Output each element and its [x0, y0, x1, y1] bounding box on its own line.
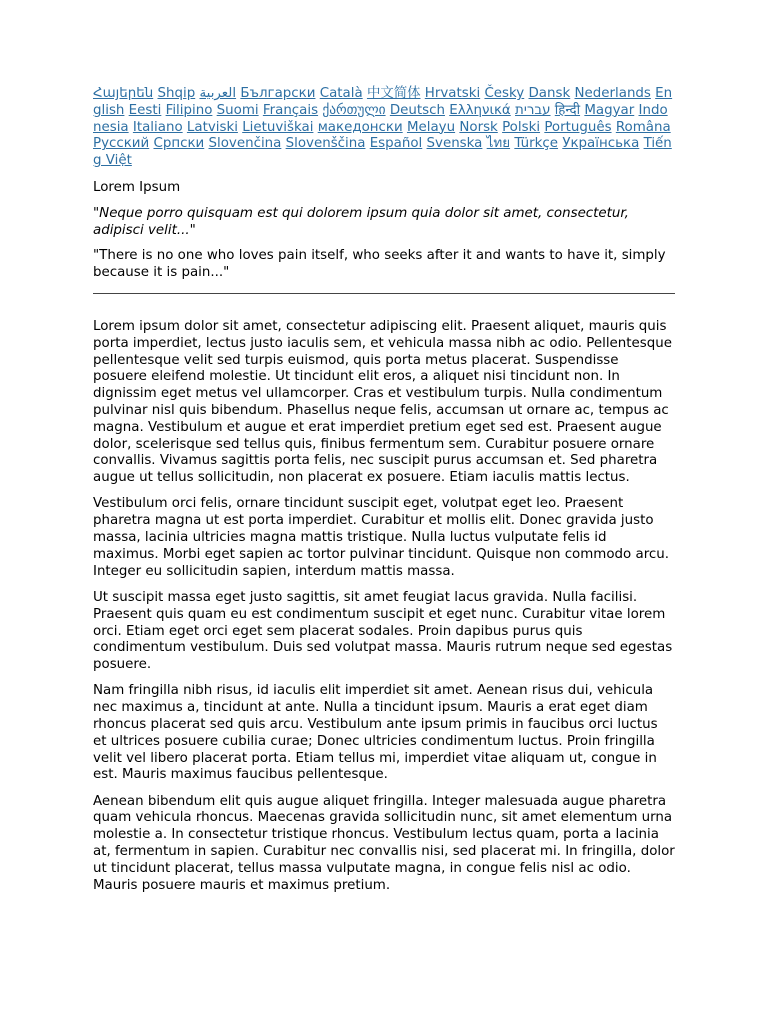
language-link[interactable]: Filipino [165, 102, 213, 118]
language-link[interactable]: Melayu [406, 119, 456, 135]
language-link[interactable]: Česky [484, 86, 525, 101]
language-link[interactable]: Català [319, 86, 363, 101]
paragraph: Lorem ipsum dolor sit amet, consectetur adipiscing elit. Praesent aliquet, mauris quis porta imperdiet, lectus justo iaculis sem, et vehicula massa nibh ac odio. Pellentesque pellentesque velit sed turpis euismod, quis porta metus placerat. Suspendisse posuere eleifend molestie. Ut tincidunt elit eros, a aliquet nisi tincidunt non. In dignissim eget metus vel ullamcorper. Cras et vestibulum turpis. Nulla condimentum pulvinar nisl quis bibendum. Phasellus neque felis, accumsan ut ornare ac, tempus ac magna. Vestibulum et augue et erat imperdiet pretium eget sed est. Praesent augue dolor, scelerisque sed tellus quis, finibus fermentum sem. Curabitur posuere ornare convallis. Vivamus sagittis porta felis, nec suscipit purus accumsan et. Sed pharetra augue ut tellus sollicitudin, non placerat ex posuere. Etiam iaculis mattis lectus. [93, 318, 672, 486]
language-link[interactable]: العربية [199, 86, 237, 101]
language-link[interactable]: Български [240, 86, 316, 101]
language-link[interactable]: English [93, 86, 673, 118]
paragraph: Ut suscipit massa eget justo sagittis, sit amet feugiat lacus gravida. Nulla facilisi. Praesent quis quam eu est condimentum suscipit et eget nunc. Curabitur vitae lorem orci. Etiam eget orci eget sem placerat sodales. Proin dapibus purus quis condimentum vestibulum. Duis sed volutpat massa. Mauris rutrum neque sed egestas posuere. [93, 589, 673, 673]
language-link[interactable]: Hrvatski [424, 86, 481, 101]
paragraph: Vestibulum orci felis, ornare tincidunt suscipit eget, volutpat eget leo. Praesent pharetra magna ut est porta imperdiet. Curabitur et mollis elit. Donec gravida justo massa, lacinia ultricies magna mattis tristique. Nulla luctus vulputate felis id maximus. Morbi eget sapien ac tortor pulvinar tincidunt. Quisque non commodo arcu. Integer eu sollicitudin sapien, interdum mattis massa. [93, 496, 670, 579]
lorem-paragraphs [93, 319, 675, 895]
language-link[interactable]: Slovenščina [285, 136, 366, 152]
divider [93, 293, 675, 294]
language-link[interactable]: 中文简体 [366, 86, 421, 101]
language-link[interactable]: Pусский [93, 136, 150, 152]
language-link[interactable]: Shqip [157, 86, 196, 101]
latin-quote-text: Neque porro quisquam est qui dolorem ipsum quia dolor sit amet, consectetur, adipisci velit... [93, 205, 629, 238]
language-link[interactable]: Tiếng Việt [93, 136, 672, 169]
language-link[interactable]: Slovenčina [208, 136, 282, 152]
language-link[interactable]: Português [544, 119, 612, 135]
language-links [93, 86, 675, 170]
english-quote: "There is no one who loves pain itself, who seeks after it and wants to have it, simply because it is pain..." [93, 248, 666, 281]
language-link[interactable]: Italiano [132, 119, 183, 135]
language-link[interactable]: Українська [562, 136, 640, 152]
language-link[interactable]: ไทย [486, 136, 511, 152]
paragraph: Nam fringilla nibh risus, id iaculis elit imperdiet sit amet. Aenean risus dui, vehicula nec maximus a, tincidunt at ante. Nulla a tincidunt ipsum. Mauris a erat eget diam rhoncus placerat sed quis arcu. Vestibulum ante ipsum primis in faucibus orci luctus et ultrices posuere cubilia curae; Donec ultricies condimentum luctus. Proin fringilla velit vel libero placerat porta. Etiam tellus mi, imperdiet vitae aliquam ut, congue in est. Mauris maximus faucibus pellentesque. [93, 683, 658, 783]
language-link[interactable]: македонски [317, 119, 403, 135]
latin-quote [93, 206, 675, 240]
language-link[interactable]: हिन्दी [554, 102, 581, 118]
language-link[interactable]: Lietuviškai [242, 119, 314, 135]
language-link[interactable]: Magyar [584, 102, 635, 118]
language-link[interactable]: Indonesia [93, 102, 668, 135]
page-heading: Lorem Ipsum [93, 179, 181, 195]
quote-close-mark: " [189, 222, 196, 238]
language-link[interactable]: Româna [615, 119, 671, 135]
language-link[interactable]: Latviski [186, 119, 238, 135]
language-link[interactable]: Türkçe [514, 136, 559, 152]
language-link[interactable]: Српски [153, 136, 205, 152]
language-link[interactable]: Dansk [528, 86, 571, 101]
language-link[interactable]: Deutsch [389, 102, 445, 118]
paragraph: Aenean bibendum elit quis augue aliquet fringilla. Integer malesuada augue pharetra quam vehicula rhoncus. Maecenas gravida sollicitudin nunc, sit amet elementum urna molestie a. In consectetur tristique rhoncus. Vestibulum lectus quam, porta a lacinia at, fermentum in sapien. Curabitur nec convallis nisi, sed placerat mi. In fringilla, dolor ut tincidunt placerat, tellus massa vulputate magna, in congue felis nisl ac odio. Mauris posuere mauris et maximus pretium. [93, 793, 675, 893]
language-link[interactable]: Nederlands [574, 86, 651, 101]
language-link[interactable]: Հայերեն [93, 86, 154, 101]
language-link[interactable]: Norsk [459, 119, 498, 135]
language-link[interactable]: Polski [502, 119, 541, 135]
page-content [93, 0, 675, 894]
language-link[interactable]: עברית [515, 102, 551, 118]
language-link[interactable]: Español [369, 136, 423, 152]
quote-open-mark: " [93, 205, 100, 221]
language-link[interactable]: Français [262, 102, 319, 118]
language-link[interactable]: Ελληνικά [449, 102, 511, 118]
language-link[interactable]: Suomi [216, 102, 259, 118]
language-link[interactable]: Eesti [128, 102, 162, 118]
language-link[interactable]: Svenska [426, 136, 483, 152]
language-link[interactable]: ქართული [322, 102, 386, 118]
